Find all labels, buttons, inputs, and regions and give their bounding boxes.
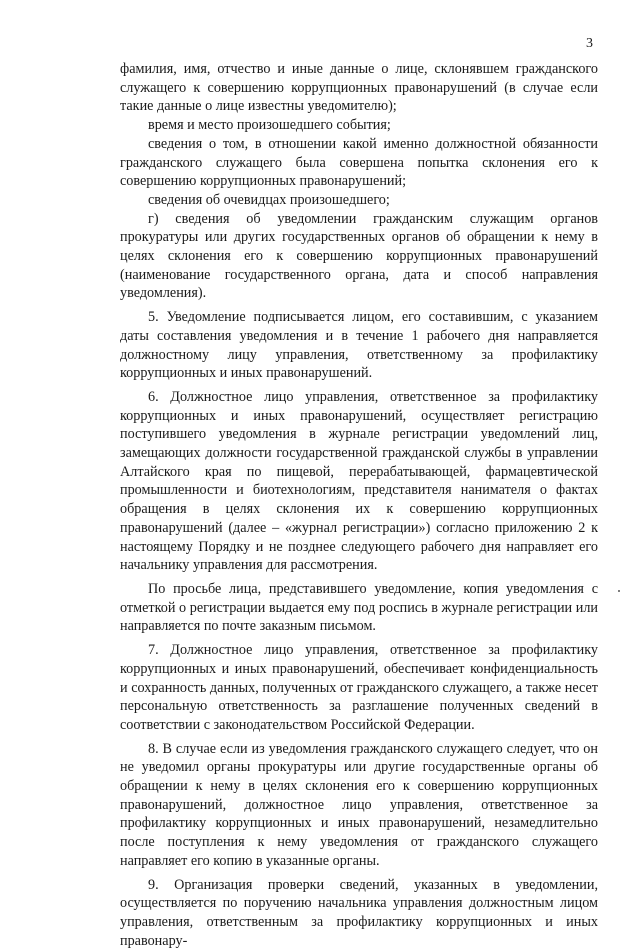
document-body <box>120 60 598 950</box>
paragraph-clause-7: 7. Должностное лицо управления, ответственное за профилактику коррупционных и иных правонарушений, обеспечивает конфиденциальность и сохранность данных, полученных от гражданского служащего, а также несет персональную ответственность за разглашение полученных сведений в соответствии с законодательством Российской Федерации. <box>120 642 598 733</box>
paragraph-full-name-item: фамилия, имя, отчество и иные данные о лице, склонявшем гражданского служащего к совершению коррупционных правонарушений (в случае если такие данные о лице известны уведомителю); <box>120 61 598 115</box>
paragraph-time-place-item: время и место произошедшего события; <box>148 117 391 134</box>
paragraph-clause-5: 5. Уведомление подписывается лицом, его составившим, с указанием даты составления уведомления и в течение 1 рабочего дня направляется должностному лицу управления, ответственному за профилактику коррупционных и иных правонарушений. <box>120 309 598 382</box>
paragraph-clause-6: 6. Должностное лицо управления, ответственное за профилактику коррупционных и иных правонарушений, осуществляет регистрацию поступившего уведомления в журнале регистрации уведомлений лиц, замещающих должности государственной гражданской службы в управлении Алтайского края по пищевой, перерабатывающей, фармацевтической промышленности и биотехнологиям, представителя нанимателя о фактах обращения в целях склонения их к совершению коррупционных правонарушений (далее – «журнал регистрации») согласно приложению 2 к настоящему Порядку и не позднее следующего рабочего дня направляет его начальнику управления для рассмотрения. <box>120 388 598 574</box>
paragraph-witnesses-item: сведения об очевидцах произошедшего; <box>148 191 390 208</box>
paragraph-copy-request: По просьбе лица, представившего уведомление, копия уведомления с отметкой о регистрации выдается ему под роспись в журнале регистрации или направляется по почте заказным письмом. <box>120 580 598 635</box>
paragraph-clause-8: 8. В случае если из уведомления гражданского служащего следует, что он не уведомил органы прокуратуры или другие государственные органы об обращении к нему в целях склонения его к совершению коррупционных правонарушений, должностное лицо управления, ответственное за профилактику коррупционных и иных правонарушений, незамедлительно после поступления к нему уведомления от гражданского служащего направляет его копию в указанные органы. <box>120 740 598 869</box>
paragraph-clause-9: 9. Организация проверки сведений, указанных в уведомлении, осуществляется по поручению начальника управления должностным лицом управления, ответственным за профилактику коррупционных и иных правонару- <box>120 876 598 949</box>
paragraph-subitem-g: г) сведения об уведомлении гражданским служащим органов прокуратуры или других государственных органов об обращении к нему в целях склонения его к совершению коррупционных правонарушений (наименование государственного органа, дата и способ направления уведомления). <box>120 210 598 302</box>
paragraph-duty-item: сведения о том, в отношении какой именно должностной обязанности гражданского служащего была совершена попытка склонения его к совершению коррупционных правонарушений; <box>120 135 598 190</box>
scan-speck <box>618 590 620 592</box>
page-number: 3 <box>586 36 593 51</box>
